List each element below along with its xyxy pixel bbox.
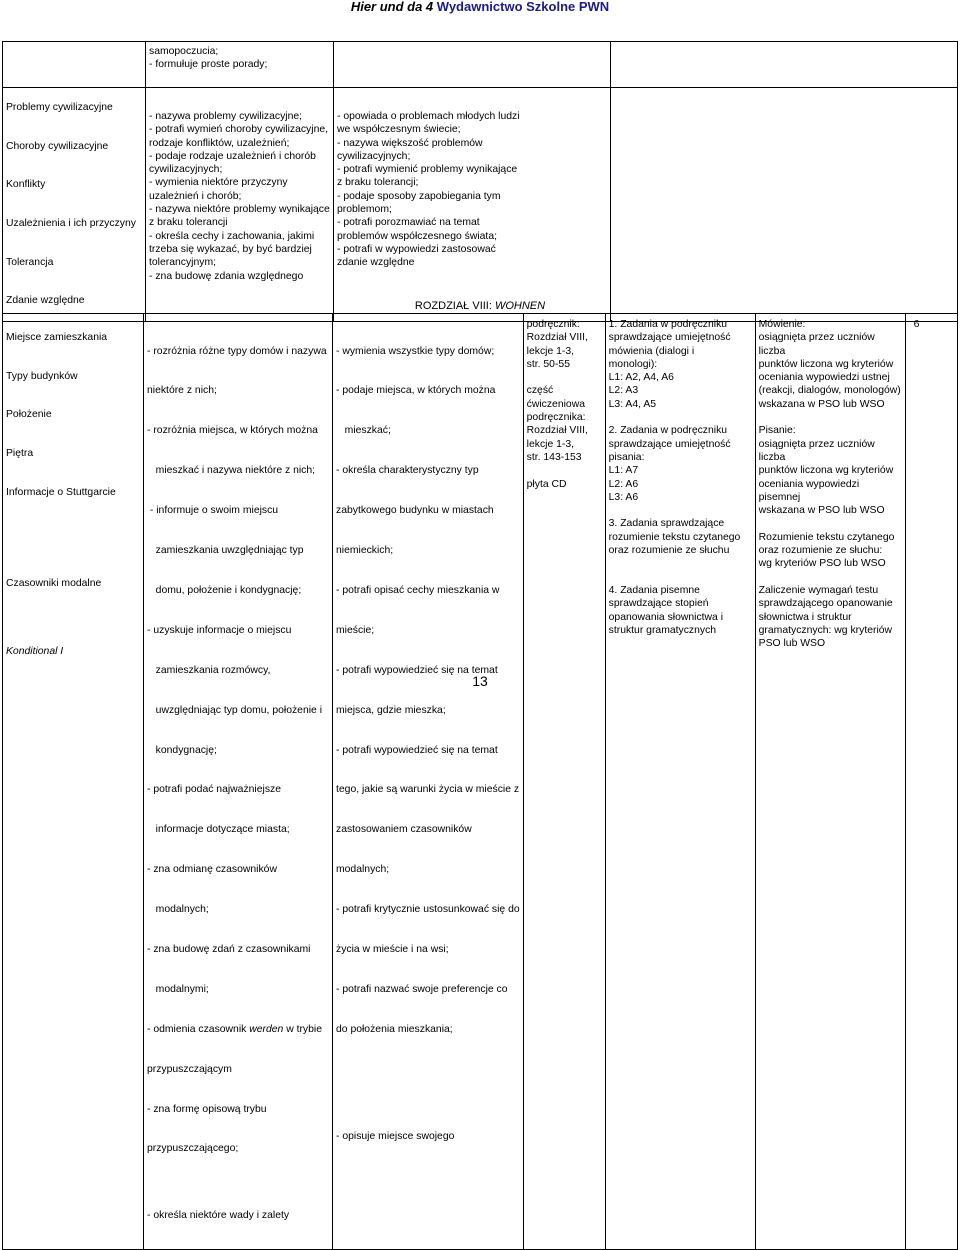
topics-cell <box>3 314 144 1250</box>
page-header <box>0 0 960 14</box>
topic-item: Problemy cywilizacyjne <box>6 102 113 114</box>
wellbeing-cell: samopoczucia; - formułuje proste porady; <box>146 42 334 88</box>
topics-cell <box>3 88 146 322</box>
topic-item: Miejsce zamieszkania <box>6 332 108 344</box>
topic-item: Typy budynków <box>6 370 78 382</box>
topic-item: Konditional I <box>6 645 64 657</box>
topic-item: Położenie <box>6 409 52 421</box>
basic-requirements-cell: - nazywa problemy cywilizacyjne; - potrafi wymień choroby cywilizacyjne, rodzaje konfliktów, uzależnień; - podaje rodzaje uzależnień i chorób cywilizacyjnych; - wymienia niektóre przyczyny uzależnień i chorób; - nazywa niektóre problemy wynikające z braku tolerancji - określa cechy i zachowania, jakimi trzeba się wykazać, by być bardziej tolerancyjnym; - zna budowę zdania względnego <box>146 88 334 322</box>
grade-cell: 6 <box>905 314 957 1250</box>
topic-item: Czasowniki modalne <box>6 578 102 590</box>
assessment-tasks-cell: 1. Zadania w podręczniku sprawdzające umiejętność mówienia (dialogi i monologi): L1: A2, A4, A6 L2: A3 L3: A4, A5 2. Zadania w podręczniku sprawdzające umiejętność pisania: L1: A7 L2: A6 L3: A6 3. Zadania sprawdzające rozumienie tekstu czytanego oraz rozumienie ze słuchu 4. Zadania pisemne sprawdzające stopień opanowania słownictwa i struktur gramatycznych <box>605 314 755 1250</box>
table-row <box>3 42 958 88</box>
extended-requirements-cell: - opowiada o problemach młodych ludzi we współczesnym świecie; - nazywa większość problemów cywilizacyjnych; - potrafi wymienić problemy wynikające z braku tolerancji; - podaje sposoby zapobiegania tym problemom; - potrafi porozmawiać na temat problemów współczesnego świata; - potrafi w wypowiedzi zastosować zdanie względne <box>334 88 611 322</box>
requirements-table-top <box>2 41 958 322</box>
requirements-table-chapter8 <box>2 313 958 1250</box>
topic-item: Konflikty <box>6 179 46 191</box>
basic-requirements-cell: - rozróżnia różne typy domów i nazywa niektóre z nich; - rozróżnia miejsca, w których można mieszkać i nazywa niektóre z nich; - informuje o swoim miejscu zamieszkania uwzględniając typ domu, położenie i kondygnację; - uzyskuje informacje o miejscu zamieszkania rozmówcy, uwzględniając typ domu, położenie i kondygnację; - potrafi podać najważniejsze informacje dotyczące miasta; - zna odmianę czasowników modalnych; - zna budowę zdań z czasownikami modalnymi; - odmienia czasownik werden w trybie przypuszczającym - zna formę opisową trybu przypuszczającego; - określa niektóre wady i zalety <box>144 314 333 1250</box>
materials-cell: podręcznik: Rozdział VIII, lekcje 1-3, str. 50-55 część ćwiczeniowa podręcznika: Rozdział VIII, lekcje 1-3, str. 143-153 płyta CD <box>523 314 605 1250</box>
topic-item: Uzależnienia i ich przyczyny <box>6 218 136 230</box>
topic-item: Informacje o Stuttgarcie <box>6 486 116 498</box>
header-title: Hier und da 4 <box>350 0 434 14</box>
table-row <box>3 314 958 1250</box>
page-number: 13 <box>472 673 488 689</box>
table-row <box>3 88 958 322</box>
topic-item: Choroby cywilizacyjne <box>6 140 109 152</box>
assessment-criteria-cell: Mówienie: osiągnięta przez uczniów liczba punktów liczona wg kryteriów oceniania wypowiedzi ustnej (reakcji, dialogów, monologów) wskazana w PSO lub WSO Pisanie: osiągnięta przez uczniów liczba punktów liczona wg kryteriów oceniania wypowiedzi pisemnej wskazana w PSO lub WSO Rozumienie tekstu czytanego oraz rozumienie ze słuchu: wg kryteriów PSO lub WSO Zaliczenie wymagań testu sprawdzającego opanowanie słownictwa i struktur gramatycznych: wg kryteriów PSO lub WSO <box>755 314 905 1250</box>
topic-item: Zdanie względne <box>6 295 85 307</box>
header-publisher: Wydawnictwo Szkolne PWN <box>436 0 610 14</box>
extended-requirements-cell: - wymienia wszystkie typy domów; - podaje miejsca, w których można mieszkać; - określa charakterystyczny typ zabytkowego budynku w miastach niemieckich; - potrafi opisać cechy mieszkania w mieście; - potrafi wypowiedzieć się na temat miejsca, gdzie mieszka; - potrafi wypowiedzieć się na temat tego, jakie są warunki życia w mieście z zastosowaniem czasowników modalnych; - potrafi krytycznie ustosunkować się do życia w mieście i na wsi; - potrafi nazwać swoje preferencje co do położenia mieszkania; - opisuje miejsce swojego <box>333 314 524 1250</box>
section-title-german: WOHNEN <box>494 300 546 312</box>
topic-item: Piętra <box>6 448 34 460</box>
section-title: ROZDZIAŁ VIII: WOHNEN <box>414 300 546 312</box>
topic-item: Tolerancja <box>6 256 54 268</box>
